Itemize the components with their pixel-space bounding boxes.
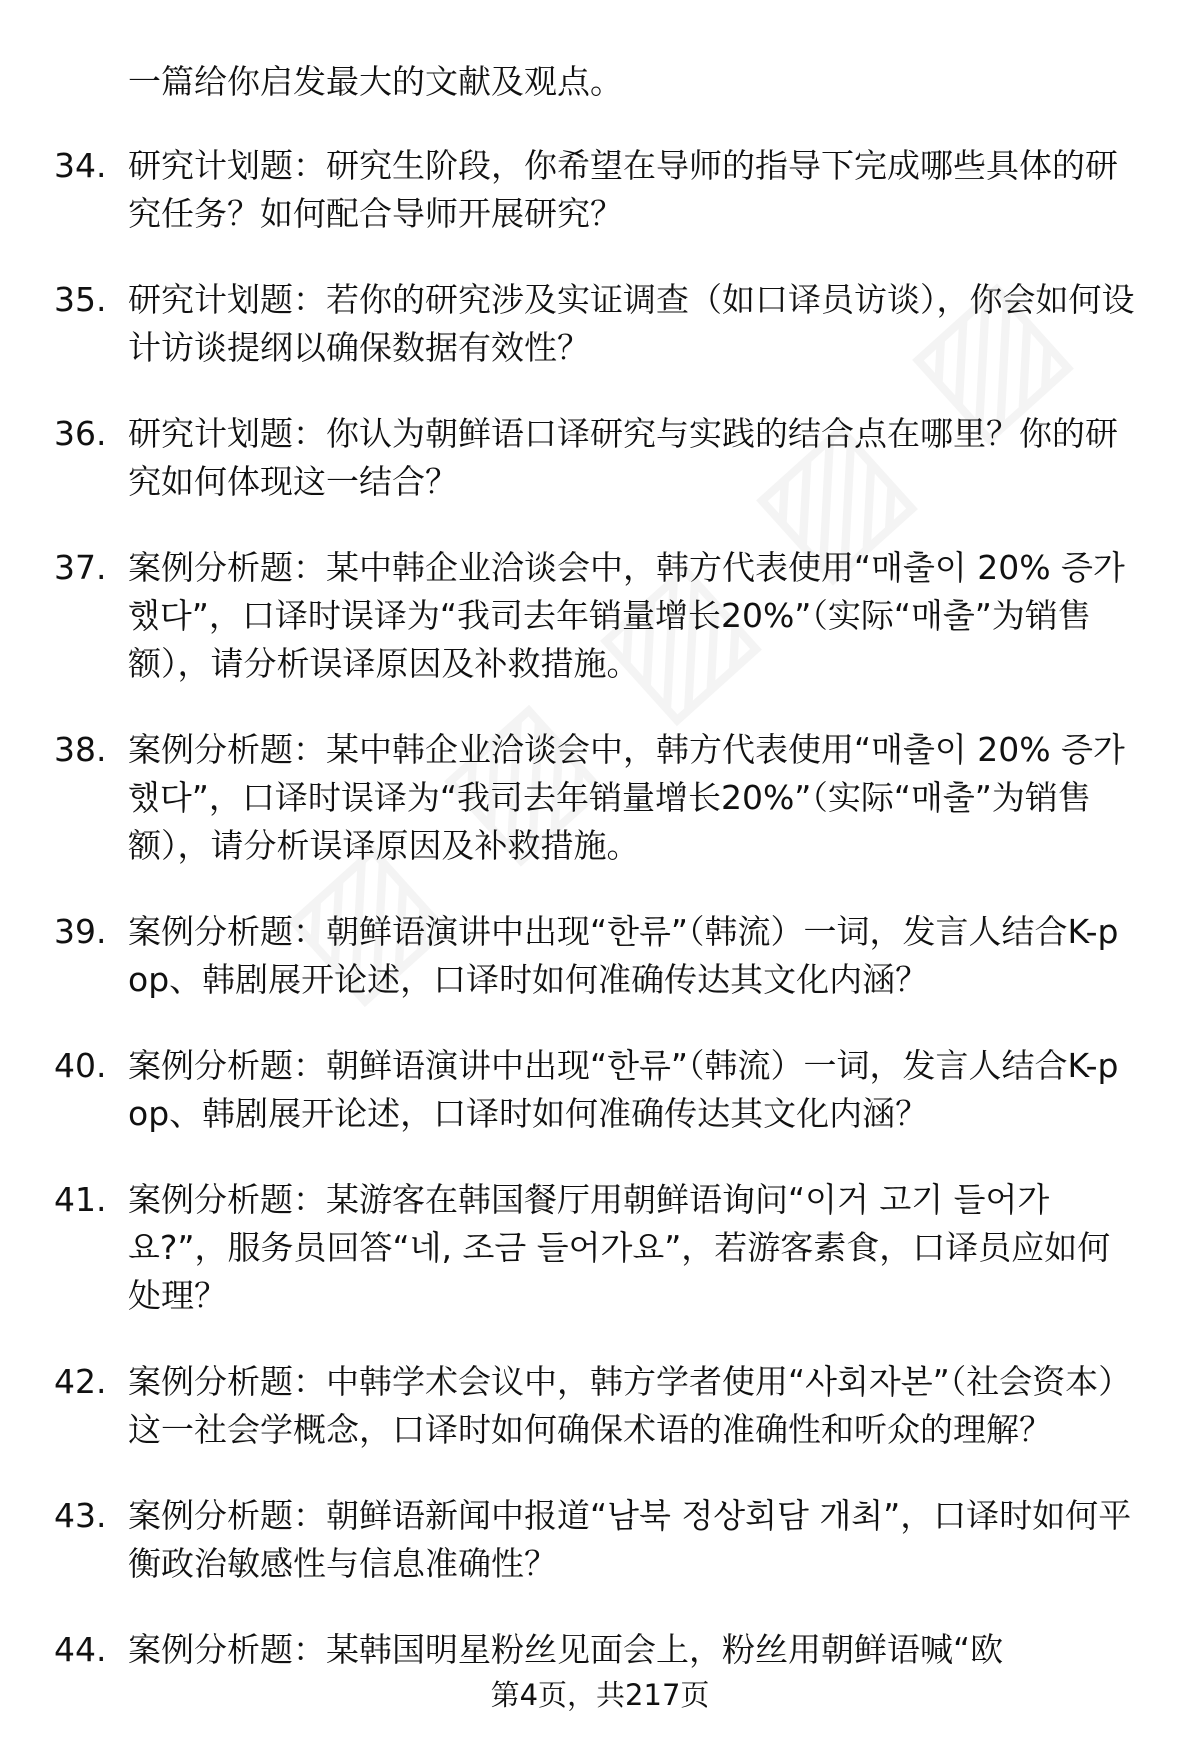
continued-text: 一篇给你启发最大的文献及观点。 xyxy=(128,62,623,101)
question-number: 41. xyxy=(54,1180,107,1219)
question-item xyxy=(0,1042,1200,1138)
question-item xyxy=(0,1176,1200,1320)
page-content xyxy=(0,58,1200,1712)
question-item xyxy=(0,276,1200,372)
question-text: 案例分析题：某中韩企业洽谈会中，韩方代表使用“매출이 20% 증가했다”，口译时误译为“我司去年销量增长20%”（实际“매출”为销售额），请分析误译原因及补救措施。 xyxy=(128,730,1125,865)
question-text: 案例分析题：某韩国明星粉丝见面会上，粉丝用朝鲜语喊“欧 xyxy=(128,1630,1004,1669)
question-item xyxy=(0,544,1200,688)
question-number: 34. xyxy=(54,146,107,185)
question-number: 39. xyxy=(54,912,107,951)
question-number: 40. xyxy=(54,1046,107,1085)
question-number: 35. xyxy=(54,280,107,319)
question-text: 研究计划题：研究生阶段，你希望在导师的指导下完成哪些具体的研究任务？如何配合导师开展研究？ xyxy=(128,146,1118,233)
question-text: 研究计划题：若你的研究涉及实证调查（如口译员访谈），你会如何设计访谈提纲以确保数据有效性？ xyxy=(128,280,1135,367)
question-number: 38. xyxy=(54,730,107,769)
question-text: 案例分析题：朝鲜语演讲中出现“한류”（韩流）一词，发言人结合K-pop、韩剧展开论述，口译时如何准确传达其文化内涵？ xyxy=(128,912,1119,999)
question-item xyxy=(0,726,1200,870)
question-number: 36. xyxy=(54,414,107,453)
question-number: 43. xyxy=(54,1496,107,1535)
question-number: 37. xyxy=(54,548,107,587)
question-text: 案例分析题：朝鲜语新闻中报道“남북 정상회담 개최”，口译时如何平衡政治敏感性与信息准确性？ xyxy=(128,1496,1132,1583)
question-number: 44. xyxy=(54,1630,107,1669)
question-item xyxy=(0,142,1200,238)
question-item xyxy=(0,1358,1200,1454)
question-item xyxy=(0,908,1200,1004)
question-text: 案例分析题：中韩学术会议中，韩方学者使用“사회자본”（社会资本）这一社会学概念，口译时如何确保术语的准确性和听众的理解？ xyxy=(128,1362,1132,1449)
question-text: 案例分析题：某游客在韩国餐厅用朝鲜语询问“이거 고기 들어가요?”，服务员回答“네, 조금 들어가요”，若游客素食，口译员应如何处理？ xyxy=(128,1180,1111,1315)
question-number: 42. xyxy=(54,1362,107,1401)
question-text: 研究计划题：你认为朝鲜语口译研究与实践的结合点在哪里？你的研究如何体现这一结合？ xyxy=(128,414,1118,501)
question-item xyxy=(0,410,1200,506)
question-text: 案例分析题：朝鲜语演讲中出现“한류”（韩流）一词，发言人结合K-pop、韩剧展开论述，口译时如何准确传达其文化内涵？ xyxy=(128,1046,1119,1133)
question-item xyxy=(0,1492,1200,1588)
question-text: 案例分析题：某中韩企业洽谈会中，韩方代表使用“매출이 20% 증가했다”，口译时误译为“我司去年销量增长20%”（实际“매출”为销售额），请分析误译原因及补救措施。 xyxy=(128,548,1125,683)
question-item xyxy=(0,1626,1200,1674)
page-footer: 第4页，共217页 xyxy=(490,1678,710,1712)
